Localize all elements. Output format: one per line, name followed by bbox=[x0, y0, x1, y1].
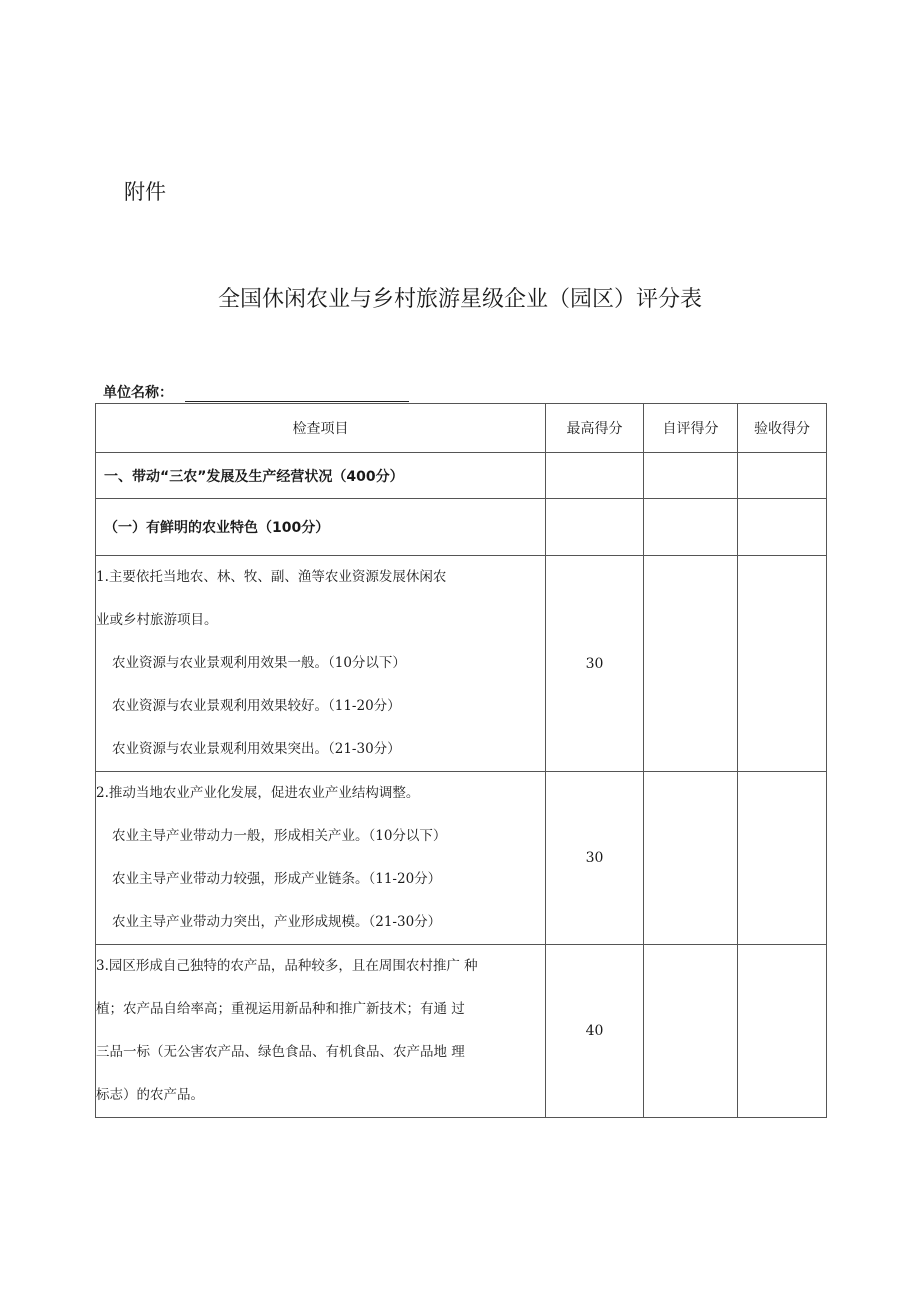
page-title: 全国休闲农业与乡村旅游星级企业（园区）评分表 bbox=[217, 287, 702, 312]
unit-name-row bbox=[103, 382, 409, 402]
col-header-max-score: 最高得分 bbox=[546, 404, 644, 453]
self-score-cell[interactable] bbox=[644, 945, 738, 1118]
item-line: 3.园区形成自己独特的农产品，品种较多，且在周围农村推广 种 bbox=[96, 958, 478, 974]
item-2-text bbox=[96, 772, 546, 945]
subsection-row bbox=[96, 499, 827, 556]
table-header-row bbox=[96, 404, 827, 453]
item-line: 2.推动当地农业产业化发展，促进农业产业结构调整。 bbox=[96, 785, 420, 801]
self-score-cell[interactable] bbox=[644, 556, 738, 772]
section-title: 一、带动“三农”发展及生产经营状况（400分） bbox=[96, 453, 546, 499]
cell-empty bbox=[546, 453, 644, 499]
criteria-line: 农业资源与农业景观利用效果突出。（21-30分） bbox=[112, 741, 401, 757]
cell-empty bbox=[546, 499, 644, 556]
subsection-title: （一）有鲜明的农业特色（100分） bbox=[96, 499, 546, 556]
table-row bbox=[96, 556, 827, 772]
acceptance-score-cell[interactable] bbox=[738, 772, 827, 945]
item-line: 三品一标（无公害农产品、绿色食品、有机食品、农产品地 理 bbox=[96, 1044, 465, 1060]
criteria-line: 农业资源与农业景观利用效果较好。（11-20分） bbox=[112, 698, 401, 714]
item-line: 业或乡村旅游项目。 bbox=[96, 612, 218, 628]
self-score-cell[interactable] bbox=[644, 499, 738, 556]
self-score-cell[interactable] bbox=[644, 772, 738, 945]
item-line: 植；农产品自给率高；重视运用新品种和推广新技术；有通 过 bbox=[96, 1001, 465, 1017]
item-1-text bbox=[96, 556, 546, 772]
col-header-items: 检查项目 bbox=[96, 404, 546, 453]
table-row bbox=[96, 772, 827, 945]
unit-name-field[interactable] bbox=[185, 385, 409, 402]
criteria-line: 农业资源与农业景观利用效果一般。（10分以下） bbox=[112, 655, 406, 671]
col-header-self-score: 自评得分 bbox=[644, 404, 738, 453]
max-score: 40 bbox=[546, 945, 644, 1118]
unit-name-label: 单位名称： bbox=[103, 385, 173, 401]
acceptance-score-cell[interactable] bbox=[738, 945, 827, 1118]
table-row bbox=[96, 945, 827, 1118]
item-line: 标志）的农产品。 bbox=[96, 1087, 204, 1103]
item-3-text bbox=[96, 945, 546, 1118]
criteria-line: 农业主导产业带动力突出，产业形成规模。（21-30分） bbox=[112, 914, 442, 930]
acceptance-score-cell[interactable] bbox=[738, 499, 827, 556]
acceptance-score-cell[interactable] bbox=[738, 453, 827, 499]
attachment-label: 附件 bbox=[124, 180, 166, 204]
criteria-line: 农业主导产业带动力较强，形成产业链条。（11-20分） bbox=[112, 871, 442, 887]
col-header-acceptance-score: 验收得分 bbox=[738, 404, 827, 453]
item-line: 1.主要依托当地农、林、牧、副、渔等农业资源发展休闲农 bbox=[96, 569, 447, 585]
max-score: 30 bbox=[546, 772, 644, 945]
criteria-line: 农业主导产业带动力一般，形成相关产业。（10分以下） bbox=[112, 828, 447, 844]
self-score-cell[interactable] bbox=[644, 453, 738, 499]
score-table bbox=[95, 403, 827, 1118]
acceptance-score-cell[interactable] bbox=[738, 556, 827, 772]
section-row bbox=[96, 453, 827, 499]
max-score: 30 bbox=[546, 556, 644, 772]
